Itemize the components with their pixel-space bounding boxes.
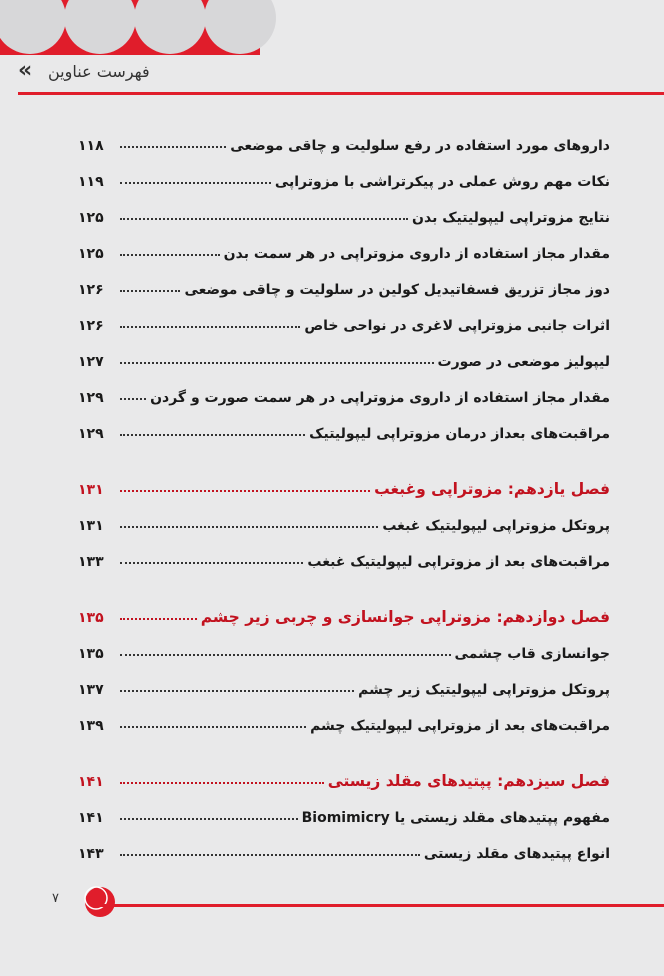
dot-leader — [120, 690, 354, 692]
toc-entry-page: ۱۳۱ — [78, 518, 104, 534]
toc-entry-title: مفهوم پپتیدهای مقلد زیستی یا Biomimicry — [301, 810, 610, 826]
chapter-heading[interactable] — [78, 590, 610, 626]
toc-entry-page: ۱۱۸ — [78, 138, 104, 154]
footer-rule — [100, 904, 664, 907]
dot-leader — [120, 146, 226, 148]
table-of-contents — [78, 118, 610, 862]
dot-leader — [120, 398, 146, 400]
toc-entry-title: مراقبت‌های بعد از مزوتراپی لیپولیتیک چشم — [310, 718, 610, 734]
chapter-heading[interactable] — [78, 462, 610, 498]
toc-entry-title: پروتکل مزوتراپی لیپولیتیک زیر چشم — [358, 682, 610, 698]
toc-entry[interactable] — [78, 698, 610, 734]
chapter-title: فصل یازدهم: مزوتراپی وغبغب — [374, 480, 610, 498]
chapter-heading[interactable] — [78, 754, 610, 790]
toc-entry-title: لیپولیز موضعی در صورت — [437, 354, 610, 370]
toc-entry-page: ۱۴۱ — [78, 810, 104, 826]
toc-entry[interactable] — [78, 370, 610, 406]
toc-entry[interactable] — [78, 790, 610, 826]
toc-entry-title: مقدار مجاز استفاده از داروی مزوتراپی در هر سمت صورت و گردن — [150, 390, 610, 406]
dot-leader — [120, 618, 197, 620]
toc-entry-page: ۱۲۹ — [78, 426, 104, 442]
toc-entry-title: پروتکل مزوتراپی لیپولیتیک غبغب — [382, 518, 610, 534]
toc-entry-title: انواع پپتیدهای مقلد زیستی — [423, 846, 610, 862]
toc-entry-title: مقدار مجاز استفاده از داروی مزوتراپی در هر سمت بدن — [223, 246, 610, 262]
dot-leader — [120, 526, 378, 528]
toc-entry-page: ۱۳۷ — [78, 682, 104, 698]
dot-leader — [120, 362, 434, 364]
toc-entry-page: ۱۲۶ — [78, 318, 104, 334]
page-number: ۷ — [52, 891, 59, 906]
toc-entry[interactable] — [78, 626, 610, 662]
toc-entry-title: نکات مهم روش عملی در پیکرتراشی با مزوتراپی — [274, 174, 610, 190]
toc-entry-title: مراقبت‌های بعد از مزوتراپی لیپولیتیک غبغب — [307, 554, 610, 570]
toc-entry[interactable] — [78, 118, 610, 154]
chapter-page: ۱۳۱ — [78, 482, 104, 498]
toc-entry[interactable] — [78, 154, 610, 190]
header-rule — [18, 92, 664, 95]
toc-entry[interactable] — [78, 262, 610, 298]
toc-entry-page: ۱۳۹ — [78, 718, 104, 734]
header-title: فهرست عناوین — [48, 62, 150, 81]
toc-entry[interactable] — [78, 662, 610, 698]
toc-entry[interactable] — [78, 226, 610, 262]
toc-entry-page: ۱۳۵ — [78, 646, 104, 662]
toc-entry[interactable] — [78, 190, 610, 226]
dot-leader — [120, 654, 451, 656]
toc-entry-title: نتایج مزوتراپی لیپولیتیک بدن — [412, 210, 610, 226]
toc-entry[interactable] — [78, 334, 610, 370]
dot-leader — [120, 254, 220, 256]
toc-entry[interactable] — [78, 298, 610, 334]
dot-leader — [120, 326, 300, 328]
toc-entry-title: دوز مجاز تزریق فسفاتیدیل کولین در سلولیت و چاقی موضعی — [184, 282, 610, 298]
dot-leader — [120, 490, 370, 492]
dot-leader — [120, 854, 420, 856]
toc-entry-title: اثرات جانبی مزوتراپی لاغری در نواحی خاص — [304, 318, 610, 334]
toc-entry[interactable] — [78, 826, 610, 862]
toc-entry-title: داروهای مورد استفاده در رفع سلولیت و چاقی موضعی — [230, 138, 610, 154]
toc-entry-page: ۱۲۵ — [78, 210, 104, 226]
page-header — [18, 58, 650, 88]
dot-leader — [120, 434, 305, 436]
chapter-page: ۱۳۵ — [78, 610, 104, 626]
chapter-title: فصل دوازدهم: مزوتراپی جوانسازی و چربی زیر چشم — [200, 608, 610, 626]
toc-entry-page: ۱۳۳ — [78, 554, 104, 570]
toc-entry-page: ۱۴۳ — [78, 846, 104, 862]
dot-leader — [120, 782, 324, 784]
dot-leader — [120, 218, 408, 220]
toc-entry-page: ۱۲۵ — [78, 246, 104, 262]
toc-entry-page: ۱۲۶ — [78, 282, 104, 298]
toc-entry[interactable] — [78, 498, 610, 534]
dot-leader — [120, 818, 298, 820]
chapter-title: فصل سیزدهم: پپتیدهای مقلد زیستی — [327, 772, 610, 790]
footer-circle-icon — [80, 882, 120, 922]
dot-leader — [120, 562, 303, 564]
dot-leader — [120, 182, 271, 184]
double-chevron-icon: « — [18, 58, 29, 83]
toc-entry[interactable] — [78, 534, 610, 570]
dot-leader — [120, 290, 180, 292]
toc-entry-title: مراقبت‌های بعداز درمان مزوتراپی لیپولیتیک — [309, 426, 610, 442]
chapter-page: ۱۴۱ — [78, 774, 104, 790]
toc-entry-page: ۱۲۷ — [78, 354, 104, 370]
toc-entry-page: ۱۲۹ — [78, 390, 104, 406]
toc-entry-title: جوانسازی قاب چشمی — [454, 646, 610, 662]
toc-entry-page: ۱۱۹ — [78, 174, 104, 190]
dot-leader — [120, 726, 306, 728]
toc-entry[interactable] — [78, 406, 610, 442]
